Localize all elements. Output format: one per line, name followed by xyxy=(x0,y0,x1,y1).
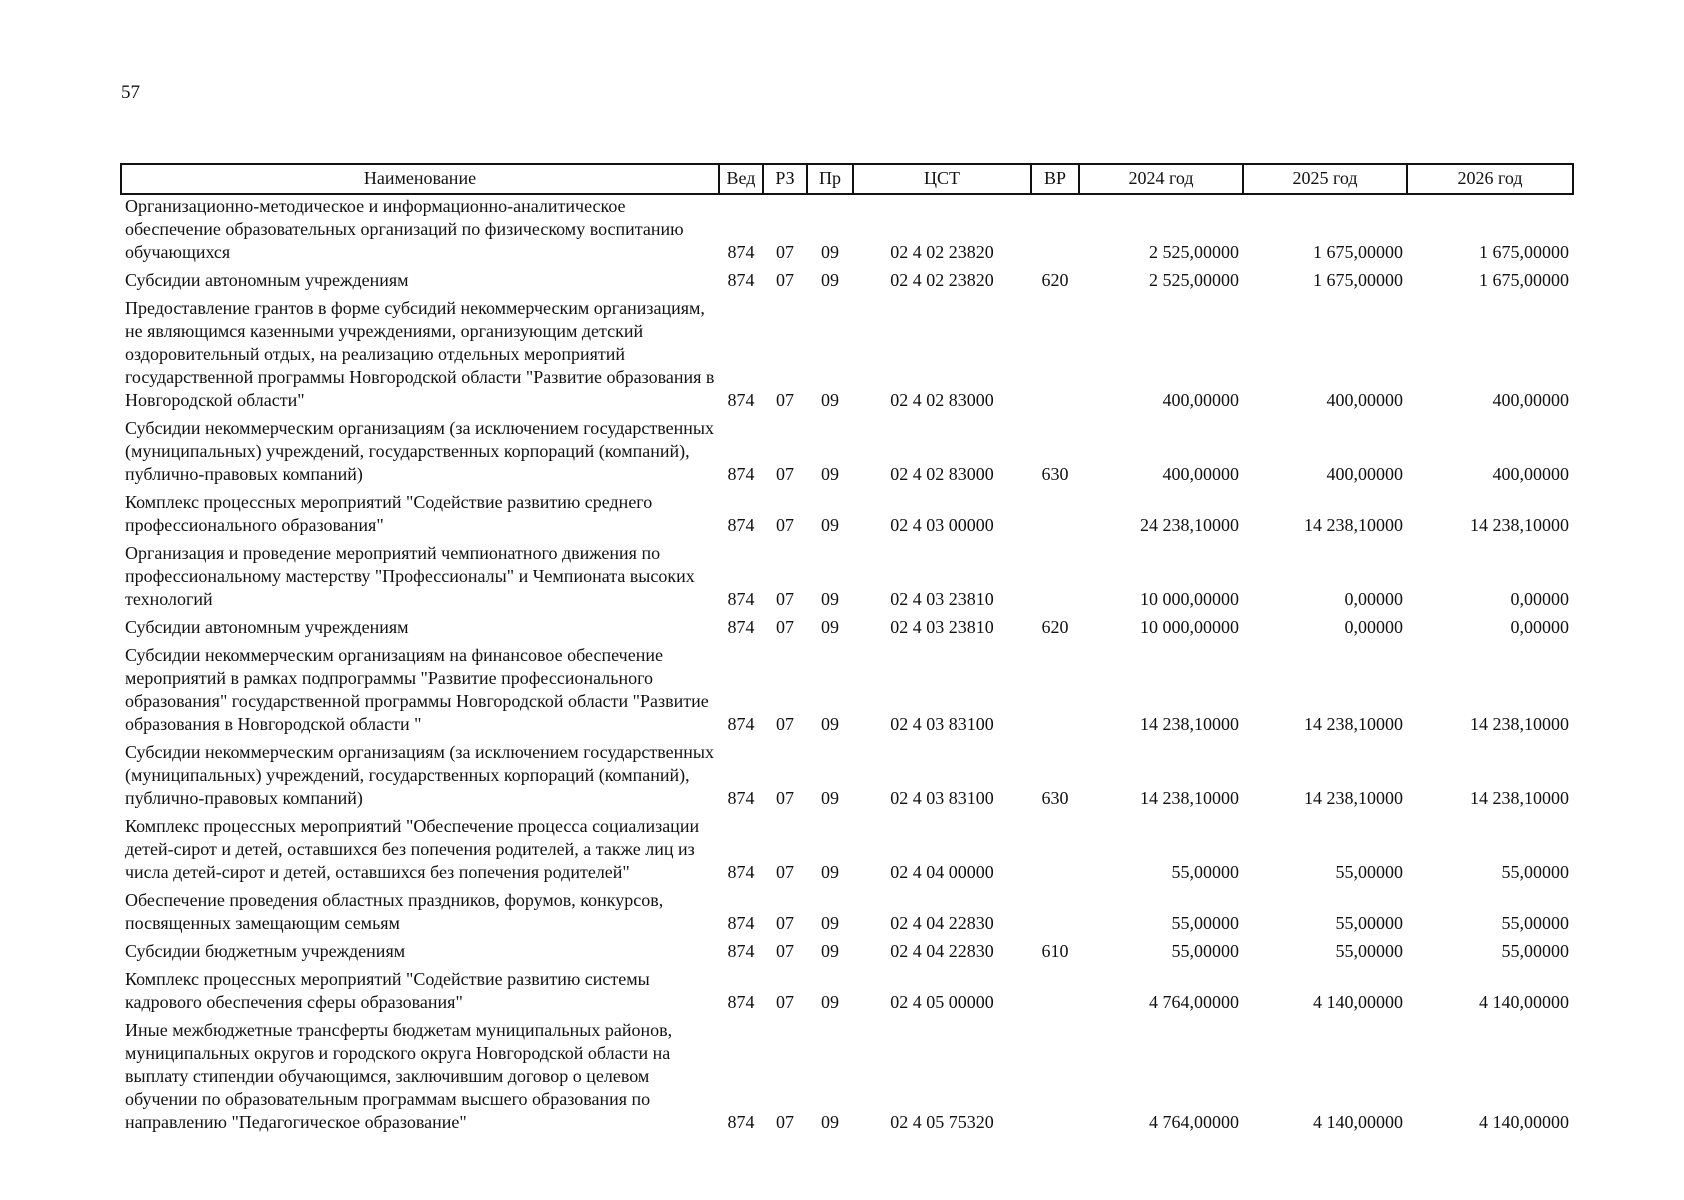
table-cell-vr: 630 xyxy=(1041,788,1069,808)
table-cell-ved: 874 xyxy=(727,714,755,734)
header-cst: ЦСТ xyxy=(853,164,1031,194)
table-cell-name: Субсидии бюджетным учреждениям xyxy=(125,941,406,961)
table-row xyxy=(121,491,1573,542)
table-cell-2025: 14 238,10000 xyxy=(1304,515,1403,535)
table-cell-2025: 400,00000 xyxy=(1326,464,1403,484)
table-cell-name: Субсидии некоммерческим организациям (за исключением государственных (муниципальных) учреждений, государственных корпораций (компаний), публично-правовых компаний) xyxy=(125,742,715,808)
table-cell-2026: 1 675,00000 xyxy=(1479,270,1569,290)
table-cell-pr: 09 xyxy=(821,464,839,484)
table-cell-ved: 874 xyxy=(727,913,755,933)
table-cell-2026: 0,00000 xyxy=(1510,617,1569,637)
table-cell-pr: 09 xyxy=(821,862,839,882)
table-cell-2024: 400,00000 xyxy=(1162,464,1239,484)
table-cell-rz: 07 xyxy=(776,941,794,961)
table-cell-2024: 10 000,00000 xyxy=(1140,617,1239,637)
table-cell-name: Субсидии автономным учреждениям xyxy=(125,270,409,290)
table-cell-rz: 07 xyxy=(776,788,794,808)
table-cell-pr: 09 xyxy=(821,714,839,734)
table-cell-2026: 400,00000 xyxy=(1492,464,1569,484)
table-cell-name: Иные межбюджетные трансферты бюджетам муниципальных районов, муниципальных округов и городского округа Новгородской области на выплату стипендии обучающимся, заключившим договор о целевом обучении по образовательным программам высшего образования по направлению "Педагогическое образование" xyxy=(125,1020,673,1132)
table-row xyxy=(121,269,1573,297)
table-cell-vr xyxy=(1031,815,1079,889)
header-rz: РЗ xyxy=(763,164,807,194)
table-cell-name: Субсидии некоммерческим организациям на финансовое обеспечение мероприятий в рамках подпрограммы "Развитие профессионального образования" государственной программы Новгородской области "Развитие образования в Новгородской области " xyxy=(125,645,709,734)
table-cell-name: Обеспечение проведения областных праздников, форумов, конкурсов, посвященных замещающим семьям xyxy=(125,890,664,933)
table-cell-2024: 4 764,00000 xyxy=(1149,1112,1239,1132)
header-2024: 2024 год xyxy=(1079,164,1243,194)
table-cell-ved: 874 xyxy=(727,515,755,535)
table-cell-cst: 02 4 04 22830 xyxy=(890,941,994,961)
table-cell-pr: 09 xyxy=(821,242,839,262)
table-body xyxy=(121,194,1573,1139)
header-ved: Вед xyxy=(719,164,763,194)
table-cell-ved: 874 xyxy=(727,390,755,410)
table-cell-2026: 55,00000 xyxy=(1501,941,1569,961)
table-cell-vr: 620 xyxy=(1041,617,1069,637)
table-cell-rz: 07 xyxy=(776,464,794,484)
table-row xyxy=(121,968,1573,1019)
table-cell-2026: 400,00000 xyxy=(1492,390,1569,410)
table-cell-2026: 0,00000 xyxy=(1510,589,1569,609)
table-cell-ved: 874 xyxy=(727,992,755,1012)
table-cell-2024: 2 525,00000 xyxy=(1149,270,1239,290)
table-cell-name: Субсидии автономным учреждениям xyxy=(125,617,409,637)
table-cell-vr: 610 xyxy=(1041,941,1069,961)
table-cell-name: Организация и проведение мероприятий чемпионатного движения по профессиональному мастерству "Профессионалы" и Чемпионата высоких технологий xyxy=(125,543,695,609)
table-cell-ved: 874 xyxy=(727,862,755,882)
table-row xyxy=(121,417,1573,491)
table-cell-2024: 400,00000 xyxy=(1162,390,1239,410)
table-cell-2026: 4 140,00000 xyxy=(1479,992,1569,1012)
table-cell-ved: 874 xyxy=(727,464,755,484)
table-cell-ved: 874 xyxy=(727,788,755,808)
table-cell-pr: 09 xyxy=(821,390,839,410)
table-cell-pr: 09 xyxy=(821,270,839,290)
table-cell-cst: 02 4 02 83000 xyxy=(890,390,994,410)
table-cell-pr: 09 xyxy=(821,992,839,1012)
table-cell-vr xyxy=(1031,194,1079,269)
table-cell-2024: 14 238,10000 xyxy=(1140,714,1239,734)
table-cell-vr xyxy=(1031,1019,1079,1139)
table-cell-cst: 02 4 02 83000 xyxy=(890,464,994,484)
table-cell-ved: 874 xyxy=(727,270,755,290)
table-cell-pr: 09 xyxy=(821,589,839,609)
table-row xyxy=(121,741,1573,815)
table-cell-2026: 1 675,00000 xyxy=(1479,242,1569,262)
table-cell-2025: 0,00000 xyxy=(1344,589,1403,609)
table-cell-2025: 400,00000 xyxy=(1326,390,1403,410)
table-cell-2026: 55,00000 xyxy=(1501,913,1569,933)
table-cell-pr: 09 xyxy=(821,515,839,535)
table-cell-pr: 09 xyxy=(821,617,839,637)
table-cell-vr: 630 xyxy=(1041,464,1069,484)
table-cell-rz: 07 xyxy=(776,992,794,1012)
table-cell-cst: 02 4 05 00000 xyxy=(890,992,994,1012)
table-cell-cst: 02 4 03 83100 xyxy=(890,714,994,734)
table-cell-ved: 874 xyxy=(727,617,755,637)
table-cell-2024: 55,00000 xyxy=(1171,913,1239,933)
table-cell-2024: 2 525,00000 xyxy=(1149,242,1239,262)
table-cell-cst: 02 4 04 00000 xyxy=(890,862,994,882)
table-cell-2025: 1 675,00000 xyxy=(1313,242,1403,262)
header-name: Наименование xyxy=(121,164,719,194)
table-cell-2024: 14 238,10000 xyxy=(1140,788,1239,808)
table-row xyxy=(121,1019,1573,1139)
table-cell-rz: 07 xyxy=(776,390,794,410)
table-row xyxy=(121,644,1573,741)
table-cell-cst: 02 4 05 75320 xyxy=(890,1112,994,1132)
header-vr: ВР xyxy=(1031,164,1079,194)
header-2025: 2025 год xyxy=(1243,164,1407,194)
table-cell-2025: 14 238,10000 xyxy=(1304,788,1403,808)
table-cell-2026: 14 238,10000 xyxy=(1470,714,1569,734)
table-cell-2024: 4 764,00000 xyxy=(1149,992,1239,1012)
table-cell-2024: 24 238,10000 xyxy=(1140,515,1239,535)
header-pr: Пр xyxy=(807,164,853,194)
table-header-row xyxy=(121,164,1573,194)
table-cell-name: Комплекс процессных мероприятий "Содействие развитию среднего профессионального образования" xyxy=(125,492,653,535)
budget-table xyxy=(120,163,1574,1139)
table-cell-cst: 02 4 03 00000 xyxy=(890,515,994,535)
table-cell-2024: 55,00000 xyxy=(1171,862,1239,882)
page-number: 57 xyxy=(121,82,140,103)
table-cell-ved: 874 xyxy=(727,1112,755,1132)
table-cell-name: Субсидии некоммерческим организациям (за исключением государственных (муниципальных) учреждений, государственных корпораций (компаний), публично-правовых компаний) xyxy=(125,418,715,484)
table-cell-rz: 07 xyxy=(776,515,794,535)
table-cell-rz: 07 xyxy=(776,913,794,933)
table-cell-rz: 07 xyxy=(776,714,794,734)
table-cell-rz: 07 xyxy=(776,862,794,882)
table-row xyxy=(121,616,1573,644)
table-row xyxy=(121,194,1573,269)
table-cell-2026: 14 238,10000 xyxy=(1470,515,1569,535)
table-cell-2025: 0,00000 xyxy=(1344,617,1403,637)
table-cell-vr xyxy=(1031,491,1079,542)
table-cell-rz: 07 xyxy=(776,270,794,290)
table-cell-2024: 55,00000 xyxy=(1171,941,1239,961)
table-row xyxy=(121,815,1573,889)
table-cell-name: Комплекс процессных мероприятий "Обеспечение процесса социализации детей-сирот и детей, оставшихся без попечения родителей, а также лиц из числа детей-сирот и детей, оставшихся без попечения родителей" xyxy=(125,816,700,882)
table-cell-vr xyxy=(1031,968,1079,1019)
table-cell-2025: 4 140,00000 xyxy=(1313,1112,1403,1132)
table-cell-2025: 1 675,00000 xyxy=(1313,270,1403,290)
table-cell-cst: 02 4 02 23820 xyxy=(890,242,994,262)
table-cell-cst: 02 4 03 23810 xyxy=(890,617,994,637)
table-cell-vr: 620 xyxy=(1041,270,1069,290)
table-cell-vr xyxy=(1031,297,1079,417)
table-cell-2025: 55,00000 xyxy=(1335,862,1403,882)
table-cell-2025: 4 140,00000 xyxy=(1313,992,1403,1012)
table-cell-pr: 09 xyxy=(821,788,839,808)
table-cell-ved: 874 xyxy=(727,589,755,609)
table-cell-cst: 02 4 04 22830 xyxy=(890,913,994,933)
table-cell-pr: 09 xyxy=(821,1112,839,1132)
table-cell-name: Организационно-методическое и информационно-аналитическое обеспечение образовательных организаций по физическому воспитанию обучающихся xyxy=(125,196,684,262)
table-row xyxy=(121,889,1573,940)
table-cell-cst: 02 4 02 23820 xyxy=(890,270,994,290)
table-cell-pr: 09 xyxy=(821,941,839,961)
table-cell-cst: 02 4 03 23810 xyxy=(890,589,994,609)
table-row xyxy=(121,297,1573,417)
table-cell-vr xyxy=(1031,644,1079,741)
table-cell-2025: 55,00000 xyxy=(1335,913,1403,933)
table-cell-rz: 07 xyxy=(776,1112,794,1132)
table-cell-2024: 10 000,00000 xyxy=(1140,589,1239,609)
table-cell-2025: 55,00000 xyxy=(1335,941,1403,961)
table-cell-ved: 874 xyxy=(727,941,755,961)
header-2026: 2026 год xyxy=(1407,164,1573,194)
table-cell-cst: 02 4 03 83100 xyxy=(890,788,994,808)
table-cell-rz: 07 xyxy=(776,242,794,262)
table-cell-2026: 4 140,00000 xyxy=(1479,1112,1569,1132)
table-cell-2026: 14 238,10000 xyxy=(1470,788,1569,808)
table-cell-rz: 07 xyxy=(776,589,794,609)
table-row xyxy=(121,940,1573,968)
table-cell-2025: 14 238,10000 xyxy=(1304,714,1403,734)
table-cell-2026: 55,00000 xyxy=(1501,862,1569,882)
table-cell-vr xyxy=(1031,542,1079,616)
table-cell-pr: 09 xyxy=(821,913,839,933)
table-cell-name: Предоставление грантов в форме субсидий некоммерческим организациям, не являющимся казенными учреждениями, организующим детский оздоровительный отдых, на реализацию отдельных мероприятий государственной программы Новгородской области "Развитие образования в Новгородской области" xyxy=(125,298,715,410)
table-cell-vr xyxy=(1031,889,1079,940)
table-cell-ved: 874 xyxy=(727,242,755,262)
table-row xyxy=(121,542,1573,616)
table-cell-name: Комплекс процессных мероприятий "Содействие развитию системы кадрового обеспечения сферы образования" xyxy=(125,969,650,1012)
table-cell-rz: 07 xyxy=(776,617,794,637)
